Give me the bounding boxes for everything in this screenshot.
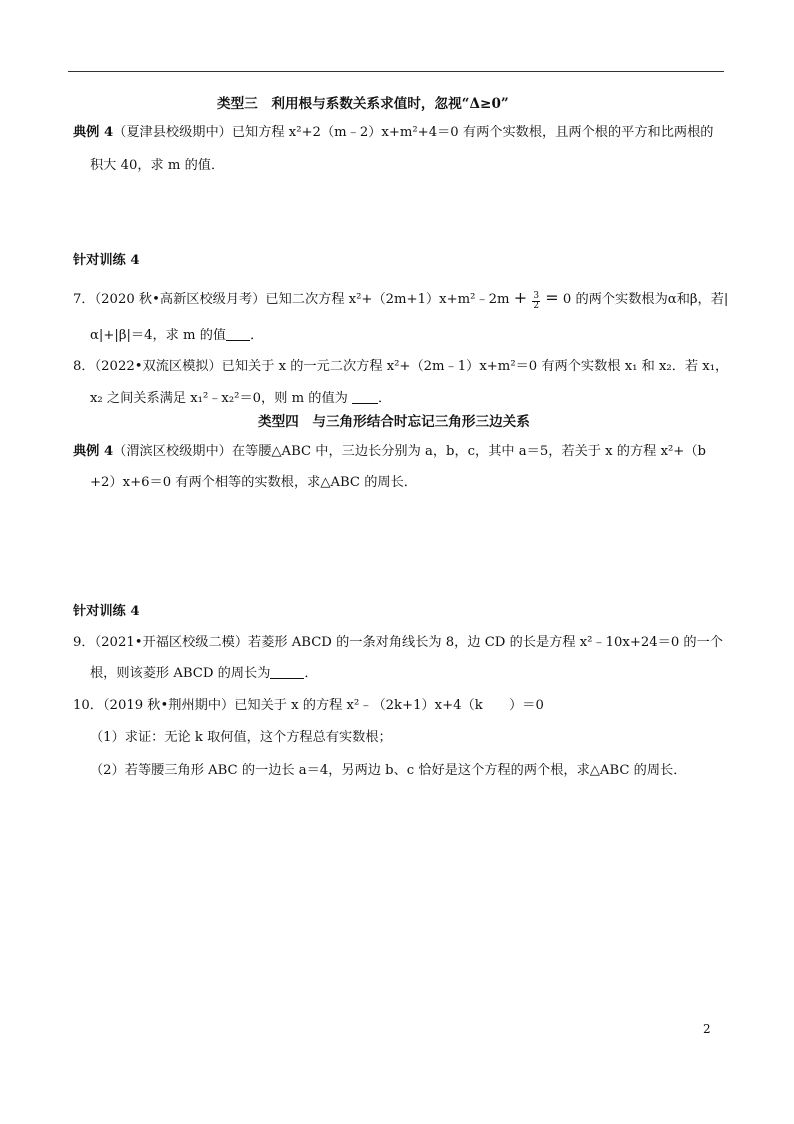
training-label-1: 针对训练 4 xyxy=(73,253,140,268)
q9-period: ． xyxy=(304,666,318,681)
q9-answer-blank[interactable] xyxy=(270,665,304,679)
example-4-line1 xyxy=(73,124,713,142)
training-label-2: 针对训练 4 xyxy=(73,604,140,619)
question-10-part2: （2）若等腰三角形 ABC 的一边长 a＝4，另两边 b、c 恰好是这个方程的两个根，求△ABC 的周长． xyxy=(90,763,687,778)
q9-text: 根，则该菱形 ABCD 的周长为 xyxy=(90,666,271,681)
question-8-line2 xyxy=(90,390,391,408)
question-7-line2 xyxy=(90,327,263,345)
section-title-type3: 类型三 利用根与系数关系求值时，忽视“Δ≥0” xyxy=(217,96,509,112)
example-label: 典例 4 xyxy=(73,125,114,140)
q8-period: ． xyxy=(378,391,392,406)
q7-frac-num: 3 xyxy=(533,291,540,301)
example-4b-line1 xyxy=(73,443,706,461)
q7-frac-den: 2 xyxy=(533,301,540,311)
question-7-line1 xyxy=(73,289,728,311)
question-9-line1: 9．（2021•开福区校级二模）若菱形 ABCD 的一条对角线长为 8，边 CD 的长是方程 x²﹣10x+24＝0 的一个 xyxy=(73,635,723,650)
q7-period: ． xyxy=(250,328,264,343)
question-9-line2 xyxy=(90,665,318,683)
question-10-part1: （1）求证：无论 k 取何值，这个方程总有实数根； xyxy=(90,730,392,745)
example-label-b: 典例 4 xyxy=(73,444,114,459)
example-4b-line2: +2）x+6＝0 有两个相等的实数根，求△ABC 的周长． xyxy=(90,475,417,490)
q7-equals: = xyxy=(545,288,559,307)
q7-text-d: α|+|β|＝4，求 m 的值 xyxy=(90,328,227,343)
question-8-line1: 8．（2022•双流区模拟）已知关于 x 的一元二次方程 x²+（2m﹣1）x+m²＝0 有两个实数根 x₁ 和 x₂．若 x₁， xyxy=(73,359,729,374)
question-10-line1: 10．（2019 秋•荆州期中）已知关于 x 的方程 x²﹣（2k+1）x+4（k ）＝0 xyxy=(73,698,544,713)
header-rule xyxy=(68,71,724,72)
example-4-line2: 积大 40，求 m 的值． xyxy=(90,158,225,173)
example-text-b: （渭滨区校级期中）在等腰△ABC 中，三边长分别为 a，b，c，其中 a＝5，若关于 x 的方程 x²+（b xyxy=(113,444,706,459)
q8-answer-blank[interactable] xyxy=(352,390,378,404)
q7-text-c: 0 的两个实数根为α和β，若| xyxy=(562,292,729,307)
q7-text-a: 7．（2020 秋•高新区校级月考）已知二次方程 x²+（2m+1）x+m²﹣2m xyxy=(73,292,510,307)
page-number: 2 xyxy=(703,1022,711,1036)
section-title-type4: 类型四 与三角形结合时忘记三角形三边关系 xyxy=(258,414,530,430)
q7-fraction xyxy=(532,292,540,311)
q8-text: x₂ 之间关系满足 x₁²﹣x₂²＝0，则 m 的值为 xyxy=(90,391,353,406)
q7-plus: + xyxy=(513,288,528,307)
example-text: （夏津县校级期中）已知方程 x²+2（m﹣2）x+m²+4＝0 有两个实数根，且两个根的平方和比两根的 xyxy=(113,125,714,140)
q7-answer-blank[interactable] xyxy=(226,327,250,341)
